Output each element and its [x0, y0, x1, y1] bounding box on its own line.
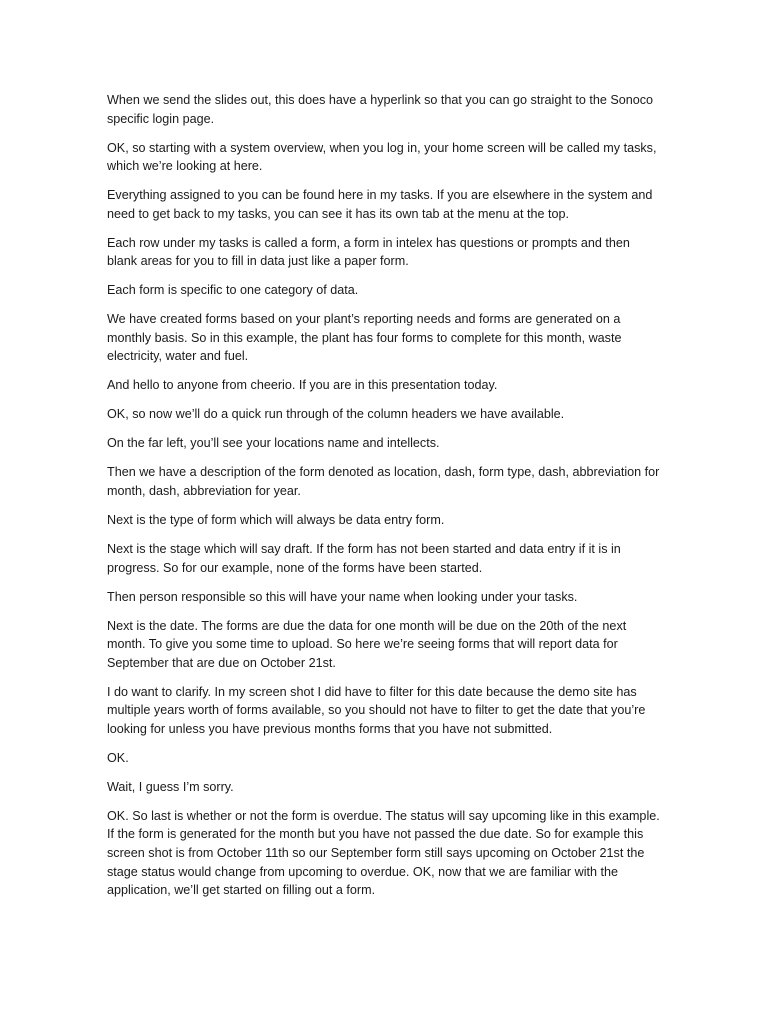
paragraph-2: OK, so starting with a system overview, when you log in, your home screen will be called my tasks, which we’re looking at here.: [107, 140, 657, 174]
paragraph-18: OK. So last is whether or not the form is overdue. The status will say upcoming like in this example. If the form is generated for the month but you have not passed the due date. So for example this screen shot is from October 11th so our September form still says upcoming on October 21st the stage status would change from upcoming to overdue. OK, now that we are familiar with the application, we’ll get started on filling out a form.: [107, 808, 660, 898]
paragraph-10: Then we have a description of the form denoted as location, dash, form type, dash, abbreviation for month, dash, abbreviation for year.: [107, 465, 660, 499]
paragraph-15: I do want to clarify. In my screen shot I did have to filter for this date because the demo site has multiple years worth of forms available, so you should not have to filter to get the date that you’re looking for unless you have previous months forms that you have not submitted.: [107, 684, 646, 736]
paragraph-6: We have created forms based on your plant’s reporting needs and forms are generated on a monthly basis. So in this example, the plant has four forms to complete for this month, waste electricity, water and fuel.: [107, 312, 622, 364]
paragraph-13: Then person responsible so this will have your name when looking under your tasks.: [107, 589, 578, 604]
paragraph-4: Each row under my tasks is called a form, a form in intelex has questions or prompts and then blank areas for you to fill in data just like a paper form.: [107, 235, 630, 269]
paragraph-11: Next is the type of form which will always be data entry form.: [107, 513, 445, 527]
paragraph-17: Wait, I guess I’m sorry.: [107, 779, 234, 794]
paragraph-3: Everything assigned to you can be found here in my tasks. If you are elsewhere in the system and need to get back to my tasks, you can see it has its own tab at the menu at the top.: [107, 188, 653, 221]
paragraph-12: Next is the stage which will say draft. If the form has not been started and data entry if it is in progress. So for our example, none of the forms have been started.: [107, 541, 621, 575]
transcript-body: [107, 91, 663, 910]
paragraph-1: When we send the slides out, this does have a hyperlink so that you can go straight to the Sonoco specific login page.: [107, 93, 654, 126]
paragraph-16: OK.: [107, 750, 129, 765]
paragraph-14: Next is the date. The forms are due the data for one month will be due on the 20th of the next month. To give you some time to upload. So here we’re seeing forms that will report data for September that are due on October 21st.: [107, 618, 627, 670]
paragraph-9: On the far left, you’ll see your locations name and intellects.: [107, 436, 440, 451]
paragraph-5: Each form is specific to one category of data.: [107, 283, 359, 298]
paragraph-7: And hello to anyone from cheerio. If you are in this presentation today.: [107, 378, 498, 393]
paragraph-8: OK, so now we’ll do a quick run through of the column headers we have available.: [107, 407, 565, 422]
